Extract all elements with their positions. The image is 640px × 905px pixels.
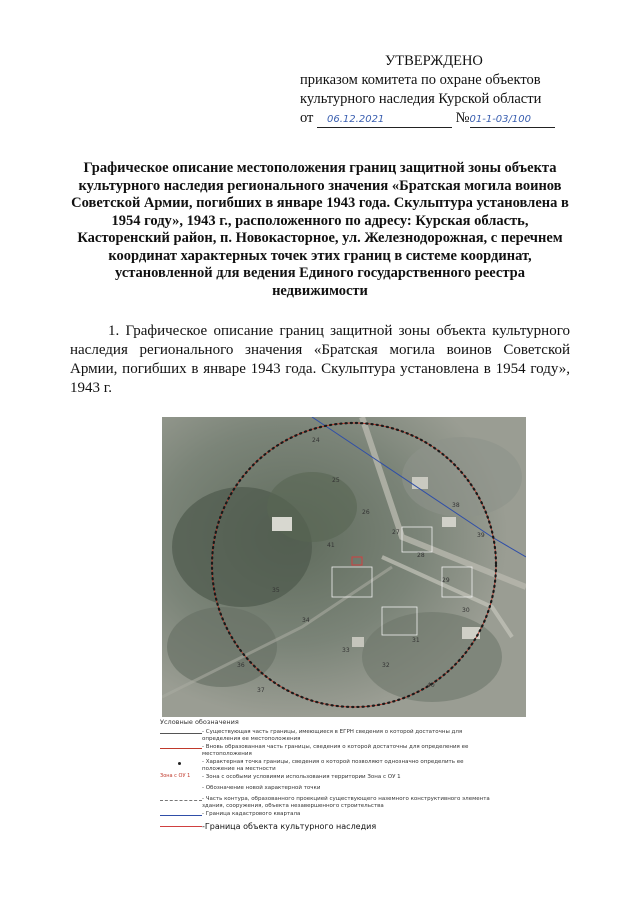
map-label: 31 <box>412 637 420 644</box>
new-point-symbol <box>160 785 202 794</box>
legend-text: - Существующая часть границы, имеющиеся в ЕГРН сведения о которой достаточны для определения ее местоположения <box>202 729 463 742</box>
map-label: 37 <box>257 687 265 694</box>
approval-date-line <box>300 109 600 128</box>
legend-text: - Часть контура, образованного проекцией существующего наземного конструктивного элемента здания, сооружения, объекта незавершенного строительства <box>202 796 490 809</box>
map-label: 36 <box>237 662 245 669</box>
cadastral-symbol <box>160 811 202 820</box>
map-label: 41 <box>327 542 335 549</box>
map-label: 30 <box>462 607 470 614</box>
legend-text: -Граница объекта культурного наследия <box>202 822 377 831</box>
number-field <box>470 111 555 128</box>
section-1-paragraph: 1. Графическое описание границ защитной зоны объекта культурного наследия регионального значения «Братская могила воинов Советской Армии, погибших в январе 1943 года. Скульптура установлена в 1954 году», 1943 г. <box>70 323 570 396</box>
map-label: 25 <box>332 477 340 484</box>
map-label: 24 <box>312 437 320 444</box>
boundary-point-symbol <box>160 759 202 768</box>
legend-text: - Граница кадастрового квартала <box>202 811 301 817</box>
aerial-photo <box>162 417 526 717</box>
map-label: 39 <box>477 532 485 539</box>
legend-title: Условные обозначения <box>160 718 239 726</box>
map-label: 32 <box>382 662 390 669</box>
map-label: 34 <box>302 617 310 624</box>
map-label: 29 <box>442 577 450 584</box>
existing-boundary-symbol <box>160 729 202 738</box>
approval-block <box>300 52 600 128</box>
map-label: 40 <box>427 682 435 689</box>
legend-text: - Зона с особыми условиями использования территории Зона с ОУ 1 <box>202 774 401 780</box>
legend-item <box>160 759 490 772</box>
map-label: 38 <box>452 502 460 509</box>
aerial-map <box>162 417 526 717</box>
from-label: от <box>300 110 314 126</box>
legend-item <box>160 811 490 820</box>
date-field <box>317 111 452 128</box>
legend-text: - Обозначение новой характерной точки <box>202 785 321 791</box>
legend-item <box>160 822 490 831</box>
number-label: № <box>455 110 470 126</box>
map-label: 28 <box>417 552 425 559</box>
map-label: 26 <box>362 509 370 516</box>
legend-item <box>160 774 490 783</box>
zone-symbol <box>160 774 202 783</box>
map-label: 27 <box>392 529 400 536</box>
legend-text: - Вновь образованная часть границы, сведения о которой достаточны для определения ее местоположения <box>202 744 469 757</box>
new-boundary-symbol <box>160 744 202 753</box>
number-value: 01-1-03/100 <box>469 114 531 125</box>
legend-item <box>160 729 490 742</box>
legend-text: - Характерная точка границы, сведения о которой позволяют однозначно определить ее положение на местности <box>202 759 464 772</box>
approval-title: УТВЕРЖДЕНО <box>385 53 483 69</box>
map-label: 33 <box>342 647 350 654</box>
heritage-symbol <box>160 822 202 831</box>
document-heading: Графическое описание местоположения границ защитной зоны объекта культурного наследия регионального значения «Братская могила воинов Советской Армии, погибших в январе 1943 года. Скульптура установлена в 1954 году», 1943 г., расположенного по адресу: Курская область, Касторенский район, п. Новокасторное, ул. Железнодорожная, с перечнем координат характерных точек этих границ в системе координат, установленной для ведения Единого государственного реестра недвижимости <box>71 160 569 299</box>
date-value: 06.12.2021 <box>327 114 385 125</box>
legend-item <box>160 744 490 757</box>
map-label: 35 <box>272 587 280 594</box>
legend-item <box>160 796 490 809</box>
contour-symbol <box>160 796 202 805</box>
approval-line-2: культурного наследия Курской области <box>300 91 542 107</box>
zone-symbol-text: Зона с ОУ 1 <box>160 773 191 779</box>
map-legend <box>160 718 490 833</box>
approval-line-1: приказом комитета по охране объектов <box>300 72 541 88</box>
legend-item <box>160 785 490 794</box>
